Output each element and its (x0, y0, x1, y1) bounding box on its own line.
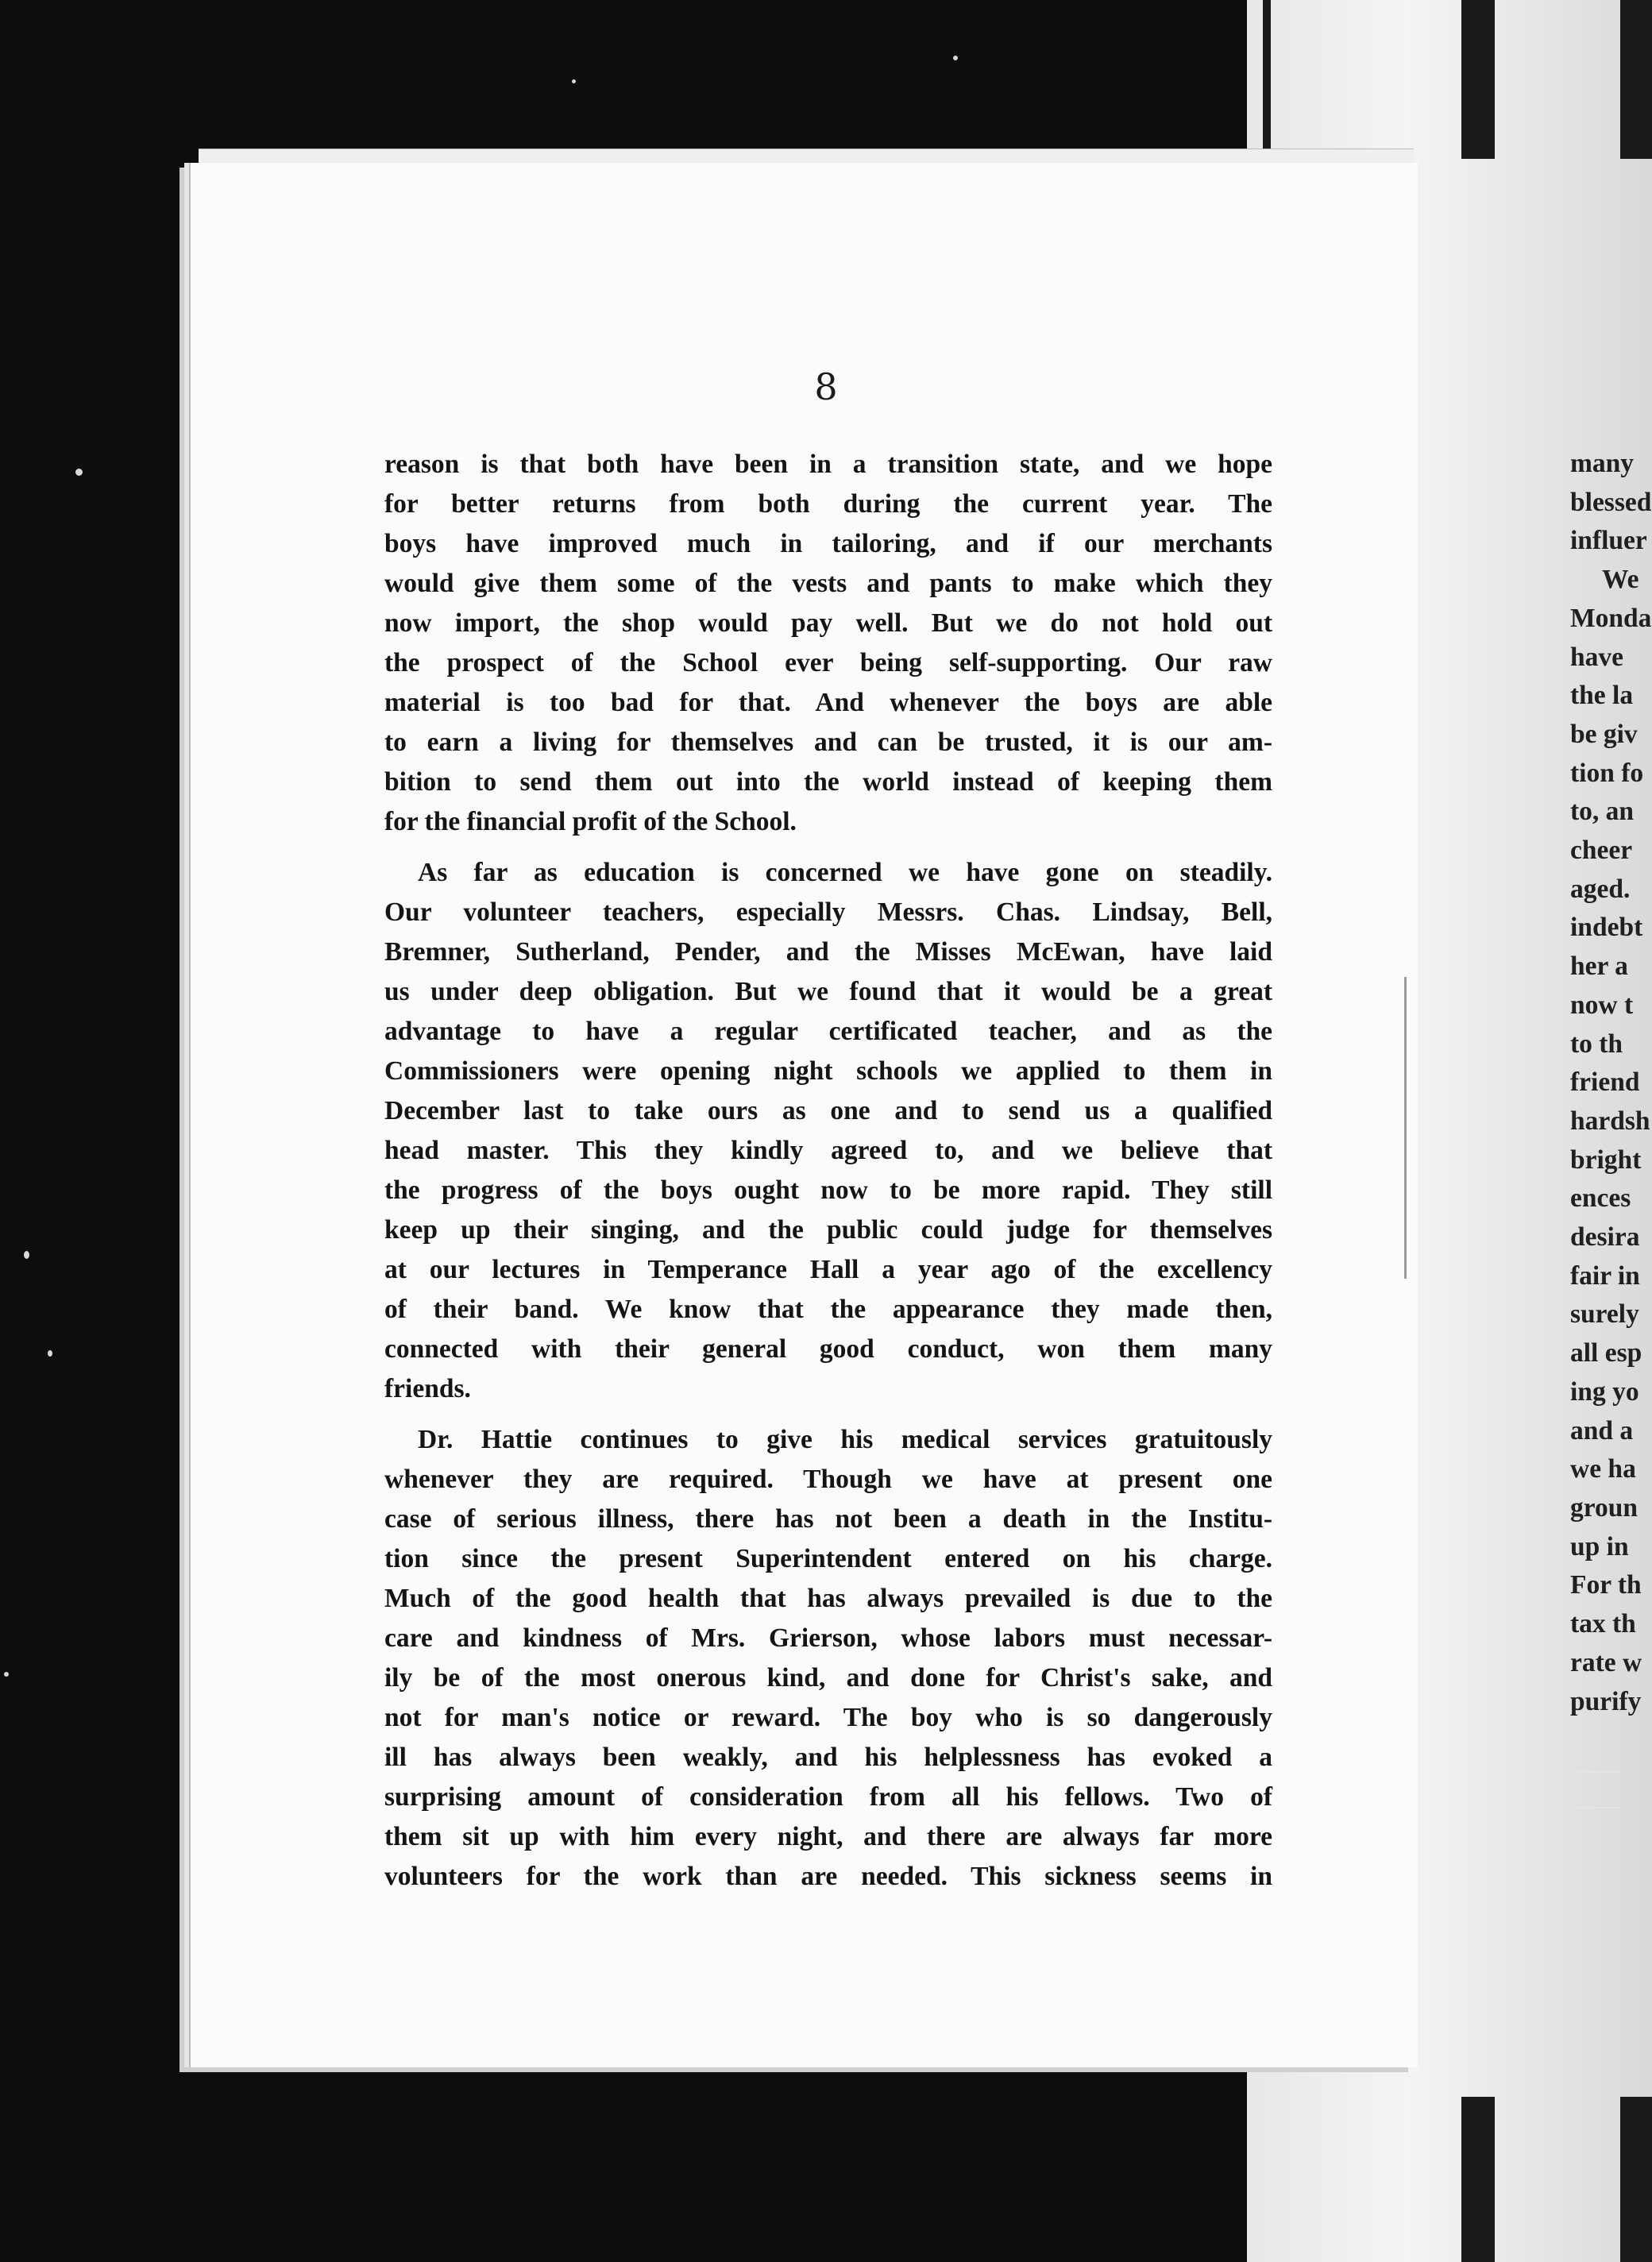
text-line: boys have improved much in tailoring, and if our merchants (384, 529, 1272, 558)
scan-speck (24, 1251, 29, 1259)
scan-speck (48, 1350, 52, 1357)
text-line: the progress of the boys ought now to be more rapid. They still (384, 1175, 1272, 1205)
text-line: Much of the good health that has always prevailed is due to the (384, 1584, 1272, 1613)
text-line: volunteers for the work than are needed. This sickness seems in (384, 1862, 1272, 1891)
adjacent-fragment: friend (1570, 1067, 1640, 1098)
text-line: head master. This they kindly agreed to, and we believe that (384, 1136, 1272, 1165)
adjacent-fragment: and a (1570, 1415, 1634, 1446)
adjacent-fragment: influer (1570, 526, 1647, 556)
text-line: ill has always been weakly, and his helplessness has evoked a (384, 1743, 1272, 1772)
adjacent-fragment: all esp (1570, 1338, 1642, 1368)
adjacent-page-text (1570, 445, 1652, 1721)
text-line: them sit up with him every night, and there are always far more (384, 1822, 1272, 1851)
text-line: Commissioners were opening night schools we applied to them in (384, 1056, 1272, 1086)
text-line: Dr. Hattie continues to give his medical services gratuitously (418, 1425, 1272, 1454)
adjacent-fragment: aged. (1570, 874, 1631, 904)
adjacent-fragment: fair in (1570, 1260, 1640, 1291)
adjacent-fragment: purify (1570, 1686, 1642, 1716)
adjacent-fragment: we ha (1570, 1454, 1636, 1484)
adjacent-fragment: surely (1570, 1299, 1639, 1330)
body-text (384, 445, 1272, 1908)
adjacent-fragment: to th (1570, 1029, 1623, 1059)
text-line: bition to send them out into the world instead of keeping them (384, 767, 1272, 797)
adjacent-fragment: cheer (1570, 836, 1633, 866)
scan-speck (4, 1672, 9, 1677)
adjacent-fragment: rate w (1570, 1647, 1642, 1677)
adjacent-fragment: For th (1570, 1570, 1642, 1600)
text-line: of their band. We know that the appearance they made then, (384, 1295, 1272, 1324)
paragraph (384, 853, 1272, 1409)
text-line: would give them some of the vests and pants to make which they (384, 569, 1272, 598)
text-line: not for man's notice or reward. The boy who is so dangerously (384, 1703, 1272, 1732)
text-line: December last to take ours as one and to send us a qualified (384, 1096, 1272, 1125)
text-line: for the financial profit of the School. (384, 807, 797, 836)
adjacent-fragment: have (1570, 642, 1623, 672)
adjacent-fragment: the la (1570, 681, 1634, 711)
adjacent-fragment: ences (1570, 1183, 1631, 1214)
adjacent-fragment: We (1602, 565, 1639, 595)
binding-band (1620, 2097, 1652, 2262)
adjacent-fragment: ing yo (1570, 1376, 1639, 1407)
page-number: 8 (814, 365, 838, 408)
scan-speck (75, 469, 83, 476)
adjacent-fragment: to, an (1570, 797, 1635, 827)
paragraph (384, 1420, 1272, 1897)
text-line: material is too bad for that. And whenever the boys are able (384, 688, 1272, 717)
text-line: tion since the present Superintendent entered on his charge. (384, 1544, 1272, 1573)
text-line: to earn a living for themselves and can be trusted, it is our am- (384, 728, 1272, 757)
text-line: for better returns from both during the current year. The (384, 489, 1272, 519)
scan-speck (572, 79, 576, 83)
adjacent-fragment: now t (1570, 990, 1634, 1020)
adjacent-fragment: groun (1570, 1492, 1638, 1523)
text-line: connected with their general good conduct, won them many (384, 1334, 1272, 1364)
text-line: reason is that both have been in a transition state, and we hope (384, 450, 1272, 479)
adjacent-fragment: indebt (1570, 913, 1643, 943)
binding-band (1461, 0, 1495, 159)
text-line: care and kindness of Mrs. Grierson, whose labors must necessar- (384, 1623, 1272, 1653)
scan-speck (953, 56, 958, 60)
text-line: now import, the shop would pay well. But we do not hold out (384, 608, 1272, 638)
text-line: Our volunteer teachers, especially Messrs. Chas. Lindsay, Bell, (384, 897, 1272, 927)
text-line: case of serious illness, there has not been a death in the Institu- (384, 1504, 1272, 1534)
page-fold-mark (1404, 977, 1407, 1279)
adjacent-fragment: desira (1570, 1222, 1640, 1253)
adjacent-fragment: tion fo (1570, 758, 1644, 788)
text-line: whenever they are required. Though we have at present one (384, 1465, 1272, 1494)
adjacent-fragment: her a (1570, 952, 1628, 982)
adjacent-fragment: up in (1570, 1531, 1629, 1561)
bleed-through-mark (1557, 1771, 1620, 1773)
text-line: advantage to have a regular certificated teacher, and as the (384, 1017, 1272, 1046)
adjacent-fragment: blessed (1570, 487, 1652, 517)
text-line: friends. (384, 1374, 471, 1403)
binding-band (1263, 0, 1271, 159)
paragraph (384, 445, 1272, 842)
adjacent-fragment: be giv (1570, 719, 1638, 749)
adjacent-fragment: hardsh (1570, 1106, 1650, 1136)
adjacent-fragment: Monda (1570, 603, 1652, 633)
adjacent-fragment: bright (1570, 1145, 1642, 1175)
text-line: ily be of the most onerous kind, and done for Christ's sake, and (384, 1663, 1272, 1693)
text-line: Bremner, Sutherland, Pender, and the Misses McEwan, have laid (384, 937, 1272, 967)
text-line: us under deep obligation. But we found that it would be a great (384, 977, 1272, 1006)
bleed-through-mark (1557, 1807, 1620, 1808)
adjacent-fragment: tax th (1570, 1609, 1636, 1639)
binding-band (1461, 2097, 1495, 2262)
text-line: the prospect of the School ever being self-supporting. Our raw (384, 648, 1272, 677)
text-line: surprising amount of consideration from all his fellows. Two of (384, 1782, 1272, 1812)
adjacent-fragment: many (1570, 449, 1635, 478)
text-line: As far as education is concerned we have gone on steadily. (418, 858, 1272, 887)
binding-band (1620, 0, 1652, 159)
text-line: keep up their singing, and the public could judge for themselves (384, 1215, 1272, 1245)
text-line: at our lectures in Temperance Hall a year ago of the excellency (384, 1255, 1272, 1284)
